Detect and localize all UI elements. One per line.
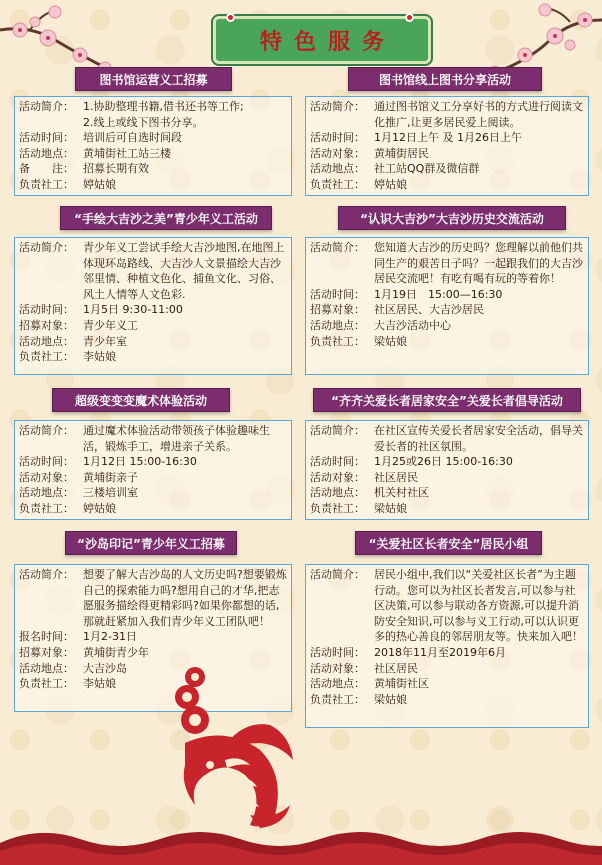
card-row: 活动地点： 大吉沙岛 [19,661,127,675]
card-row: 负责社工： 梁姑娘 [310,692,407,706]
card-row: 活动对象： 黄埔街居民 [310,146,429,160]
card-row: 活动地点： 社工站QQ群及微信群 [310,162,480,176]
card-title-resident-group: “关爱社区长者安全”居民小组 [355,531,542,555]
card-row: 活动简介： 1.协助整理书籍,借书还书等工作; 2.线上或线下图书分享。 [19,100,244,129]
card-row: 报名时间： 1月2-31日 [19,630,137,644]
card-magic-experience [14,420,292,520]
card-row: 活动简介： 居民小组中,我们以“关爱社区长者”为主题行动。您可以为社区长者发言,可以参与社区决策,可以参与联动各方资源,可以提升消防安全知识,可以参与义工行动,可以认识更多的热心善良的邻居朋友等。快来加入吧！ [310,568,583,644]
card-row: 负责社工： 婷姑娘 [19,501,116,515]
card-row: 活动对象： 社区居民 [310,661,418,675]
card-row: 活动地点： 机关村社区 [310,486,429,500]
card-row: 负责社工： 婷姑娘 [19,177,116,191]
card-row: 招募对象： 青少年义工 [19,318,138,332]
paper-cut-carp-icon [165,665,300,830]
card-row: 活动地点： 三楼培训室 [19,486,138,500]
card-title-library-volunteer: 图书馆运营义工招募 [75,67,232,91]
card-row: 活动地点： 大吉沙活动中心 [310,318,451,332]
card-library-volunteer [14,96,292,196]
card-row: 活动时间： 1月12日 15:00-16:30 [19,455,197,469]
card-row: 活动时间： 2018年11月至2019年6月 [310,645,506,659]
card-row: 招募对象： 黄埔街青少年 [19,645,149,659]
card-row: 负责社工： 李姑娘 [19,350,116,364]
card-hand-drawn-map [14,237,292,375]
card-title-hand-drawn-map: “手绘大吉沙之美”青少年义工活动 [60,206,272,230]
card-row: 活动地点： 青少年室 [19,334,127,348]
card-row: 活动简介： 通过魔术体验活动带领孩子体验趣味生活，锻炼手工，增进亲子关系。 [19,424,270,453]
card-row: 活动时间： 1月19日 15:00—16:30 [310,287,503,301]
card-title-online-book-share: 图书馆线上图书分享活动 [348,67,542,91]
footer-wave-decoration [0,815,602,865]
pin-icon [226,13,235,22]
card-row: 负责社工： 梁姑娘 [310,501,407,515]
card-row: 备 注： 招募长期有效 [19,162,149,176]
card-online-book-share [305,96,589,196]
card-row: 活动时间： 1月12日上午 及 1月26日上午 [310,131,522,145]
card-row: 活动地点： 黄埔街社工站三楼 [19,146,171,160]
card-row: 活动简介： 通过图书馆义工分享好书的方式进行阅读文化推广,让更多居民爱上阅读。 [310,100,583,129]
card-title-magic-experience: 超级变变变魔术体验活动 [52,388,230,412]
card-row: 负责社工： 李姑娘 [19,677,116,691]
card-row: 活动时间： 1月5日 9:30-11:00 [19,303,183,317]
card-row: 负责社工： 婷姑娘 [310,177,407,191]
card-row: 活动时间： 1月25或26日 15:00-16:30 [310,455,513,469]
card-row: 活动简介： 在社区宣传关爱长者居家安全活动，倡导关爱长者的社区氛围。 [310,424,583,453]
card-resident-group [305,564,589,728]
card-row: 活动时间： 培训后可自选时间段 [19,131,182,145]
card-row: 活动对象： 社区居民 [310,470,418,484]
card-history-exchange [305,237,589,375]
card-row: 负责社工： 梁姑娘 [310,334,407,348]
card-title-history-exchange: “认识大吉沙”大吉沙历史交流活动 [338,206,566,230]
card-row: 活动对象： 黄埔街亲子 [19,470,138,484]
card-row: 活动简介： 想要了解大吉沙岛的人文历史吗?想要锻炼自己的探索能力吗?想用自己的才华,把志愿服务描绘得更精彩吗?如果你都想的话,那就赶紧加入我们青少年义工团队吧！ [19,568,287,628]
card-title-elder-home-safety: “齐齐关爱长者居家安全”关爱长者倡导活动 [313,388,581,412]
card-row: 活动简介： 您知道大吉沙的历史吗？您理解以前他们共同生产的艰苦日子吗？一起跟我们的大吉沙居民交流吧！有吃有喝有玩的等着你！ [310,241,583,286]
pin-icon [405,13,414,22]
card-elder-home-safety [305,420,589,520]
page-title-banner [213,16,431,64]
card-row: 招募对象： 社区居民、大吉沙居民 [310,303,484,317]
card-row: 活动地点： 黄埔街社区 [310,677,429,691]
card-row: 活动简介： 青少年义工尝试手绘大吉沙地图,在地图上体现环岛路线、大吉沙人文景描绘大吉沙邻里情、种植文色化、捕鱼文化、习俗、风土人情等人文色彩. [19,241,285,301]
card-title-island-imprint: “沙岛印记”青少年义工招募 [65,531,237,555]
page-title: 特色服务 [259,29,396,55]
